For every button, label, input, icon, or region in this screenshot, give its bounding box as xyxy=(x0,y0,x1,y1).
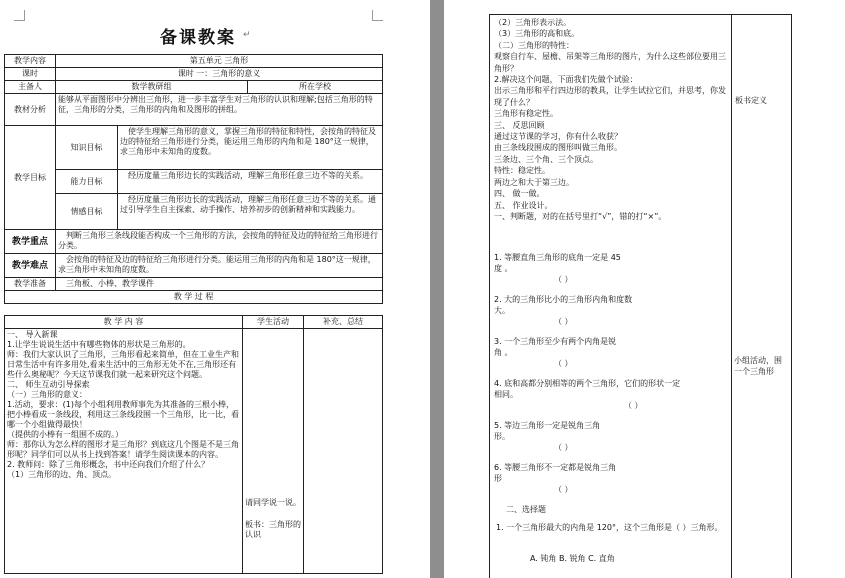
process-paragraph: 1.让学生说说生活中有哪些物体的形状是三角形的。 xyxy=(7,340,191,349)
right-paragraph: 三角形有稳定性。 xyxy=(494,109,558,119)
right-paragraph: 四、 做一做。 xyxy=(494,189,545,199)
content-label: 教学内容 xyxy=(5,55,56,68)
emotion-label: 情感目标 xyxy=(56,194,118,230)
question-text: 3. 一个三角形至少有两个内角是锐 xyxy=(494,337,617,346)
answer-parentheses[interactable]: （ ） xyxy=(554,275,573,284)
teacher-group: 数学教研组 xyxy=(56,81,248,94)
judgement-question xyxy=(494,336,730,378)
right-content-list xyxy=(494,17,728,222)
difficulty-label: 教学难点 xyxy=(5,254,56,278)
difficulty-text: 会按角的特征及边的特征给三角形进行分类。能运用三角形的内角和是 180°这一规律，求三角形中未知角的度数。 xyxy=(56,254,383,278)
answer-parentheses[interactable]: （ ） xyxy=(554,317,573,326)
paragraph-mark-icon: ↵ xyxy=(243,30,251,40)
right-paragraph: 五、 作业设计。 xyxy=(494,200,553,210)
process-paragraph: 师：我们大家认识了三角形，三角形看起来简单，但在工业生产和日常生活中有许多用处,看来生活中的三角形无处不在,三角形还有些什么奥秘呢？今天这节课我们就一起来研究这个问题。 xyxy=(7,350,239,379)
process-paragraph: 二、 师生互动引导探索 xyxy=(7,380,90,389)
col-notes-header: 补充、总结 xyxy=(304,316,383,329)
judgement-question xyxy=(494,378,730,420)
right-paragraph: 一、判断题，对的在括号里打“√”，错的打“×”。 xyxy=(494,211,667,221)
school-label: 所在学校 xyxy=(248,81,383,94)
col-content-header: 教 学 内 容 xyxy=(5,316,243,329)
emotion-text: 经历度量三角形边长的实践活动，理解三角形任意三边不等的关系。通过引导学生自主探索、动手操作、培养初步的创新精神和实践能力。 xyxy=(118,194,383,230)
question-text-continued: 大。 xyxy=(494,306,510,315)
right-paragraph: （2）三角形表示法。 xyxy=(494,18,572,27)
ability-label: 能力目标 xyxy=(56,170,118,194)
right-document-page xyxy=(444,0,845,578)
judgement-question xyxy=(494,420,730,462)
question-text: 4. 底和高都分别相等的两个三角形，它们的形状一定 xyxy=(494,379,681,388)
right-paragraph: 观察自行车、屋檐、吊架等三角形的图片，为什么这些部位要用三角形？ xyxy=(494,52,726,73)
analysis-text: 能够从平面图形中分辨出三角形，进一步丰富学生对三角形的认识和理解;包括三角形的特征，三角形的分类，三角形的内角和及图形的拼组。 xyxy=(56,94,383,126)
question-text-continued: 相同。 xyxy=(494,390,518,399)
answer-parentheses[interactable]: （ ） xyxy=(554,485,573,494)
analysis-label: 教材分析 xyxy=(5,94,56,126)
right-paragraph: （二）三角形的特性： xyxy=(494,40,574,50)
question-text: 1. 等腰直角三角形的底角一定是 45 xyxy=(494,253,621,262)
right-paragraph: 出示三角形和平行四边形的教具，让学生试拉它们，并思考，你发现了什么？ xyxy=(494,86,726,107)
teacher-label: 主备人 xyxy=(5,81,56,94)
judgement-question xyxy=(494,294,730,336)
choice-title: 二、选择题 xyxy=(506,505,546,514)
choice-options: A. 钝角 B. 锐角 C. 直角 xyxy=(530,554,615,563)
key-label: 教学重点 xyxy=(5,230,56,254)
answer-parentheses[interactable]: （ ） xyxy=(554,443,573,452)
process-content-list xyxy=(7,330,240,480)
lesson-plan-table xyxy=(4,54,383,304)
right-paragraph: 2.解决这个问题，下面我们先做个试验： xyxy=(494,75,638,85)
process-paragraph: （1）三角形的边、角、顶点。 xyxy=(7,470,117,479)
judgement-question xyxy=(494,252,730,294)
page-corner-mark xyxy=(14,10,25,21)
goal-label: 教学目标 xyxy=(5,126,56,230)
key-text: 判断三角形三条线段能否构成一个三角形的方法，会按角的特征及边的特征给三角形进行分类。 xyxy=(56,230,383,254)
process-paragraph: （提供的小棒有一组围不成的。） xyxy=(7,430,123,439)
knowledge-text: 使学生理解三角形的意义，掌握三角形的特征和特性，会按角的特征及边的特征给三角形进行分类，能运用三角形的内角和是 180°这一规律，求三角形中未知角的度数。 xyxy=(118,126,383,170)
prep-label: 教学准备 xyxy=(5,278,56,291)
process-content-cell xyxy=(5,329,243,574)
process-table xyxy=(4,315,383,574)
process-paragraph: 1.活动，要求：(1)每个小组利用教师事先为其准备的三根小棒，把小棒看成一条线段，利用这三条线段围一个三角形，比一比，看哪一个小组做得最快！ xyxy=(7,400,239,429)
process-paragraph: 2. 教师问：除了三角形概念，书中还向我们介绍了什么？ xyxy=(7,460,210,469)
question-text-continued: 形。 xyxy=(494,432,510,441)
question-text: 5. 等边三角形一定是锐角三角 xyxy=(494,421,601,430)
student-activity-cell xyxy=(243,329,304,574)
right-note-definition: 板书定义 xyxy=(735,96,767,105)
right-note-group-activity: 小组活动，围一个三角形 xyxy=(734,356,782,376)
col-student-header: 学生活动 xyxy=(243,316,304,329)
notes-cell xyxy=(304,329,383,574)
question-text-continued: 形 xyxy=(494,474,502,483)
process-paragraph: 师：那你认为怎么样的图形才是三角形？到底这几个图是不是三角形呢？同学们可以从书上找到答案！请学生阅读课本的内容。 xyxy=(7,440,239,459)
process-header: 教 学 过 程 xyxy=(5,291,383,304)
student-activity-line: 板书：三角形的认识 xyxy=(245,520,301,539)
document-title: 备课教案 xyxy=(160,28,236,48)
content-value: 第五单元 三角形 xyxy=(56,55,383,68)
student-activity-line: 请同学说一说。 xyxy=(245,498,301,507)
page-corner-mark xyxy=(372,10,383,21)
right-paragraph: 两边之和大于第三边。 xyxy=(494,177,574,187)
answer-parentheses[interactable]: （ ） xyxy=(554,359,573,368)
right-paragraph: 三条边、三个角、三个顶点。 xyxy=(494,154,598,164)
question-text: 2. 大的三角形比小的三角形内角和度数 xyxy=(494,295,633,304)
prep-text: 三角板、小棒、教学课件 xyxy=(56,278,383,291)
knowledge-label: 知识目标 xyxy=(56,126,118,170)
right-paragraph: 特性：稳定性。 xyxy=(494,166,550,176)
judgement-questions xyxy=(494,252,730,504)
lesson-value: 课时 一：三角形的意义 xyxy=(56,68,383,81)
right-paragraph: 通过这节课的学习，你有什么收获？ xyxy=(494,132,622,142)
student-activity-list xyxy=(245,498,301,540)
question-text-continued: 度 。 xyxy=(494,264,513,273)
answer-parentheses[interactable]: （ ） xyxy=(624,401,643,410)
judgement-question xyxy=(494,462,730,504)
ability-text: 经历度量三角形边长的实践活动，理解三角形任意三边不等的关系。 xyxy=(118,170,383,194)
process-paragraph: （一）三角形的意义： xyxy=(7,390,87,399)
question-text-continued: 角 。 xyxy=(494,348,513,357)
right-paragraph: 三、 反思回顾 xyxy=(494,120,545,130)
right-paragraph: （3）三角形的高和底。 xyxy=(494,29,580,39)
process-paragraph: 一、 导入新课 xyxy=(7,330,58,339)
choice-question: 1. 一个三角形最大的内角是 120°，这个三角形是（ ）三角形。 xyxy=(496,523,723,532)
page-gap xyxy=(430,0,444,578)
question-text: 6. 等腰三角形不一定都是锐角三角 xyxy=(494,463,617,472)
lesson-label: 课时 xyxy=(5,68,56,81)
right-paragraph: 由三条线段围成的图形叫做三角形。 xyxy=(494,143,622,153)
